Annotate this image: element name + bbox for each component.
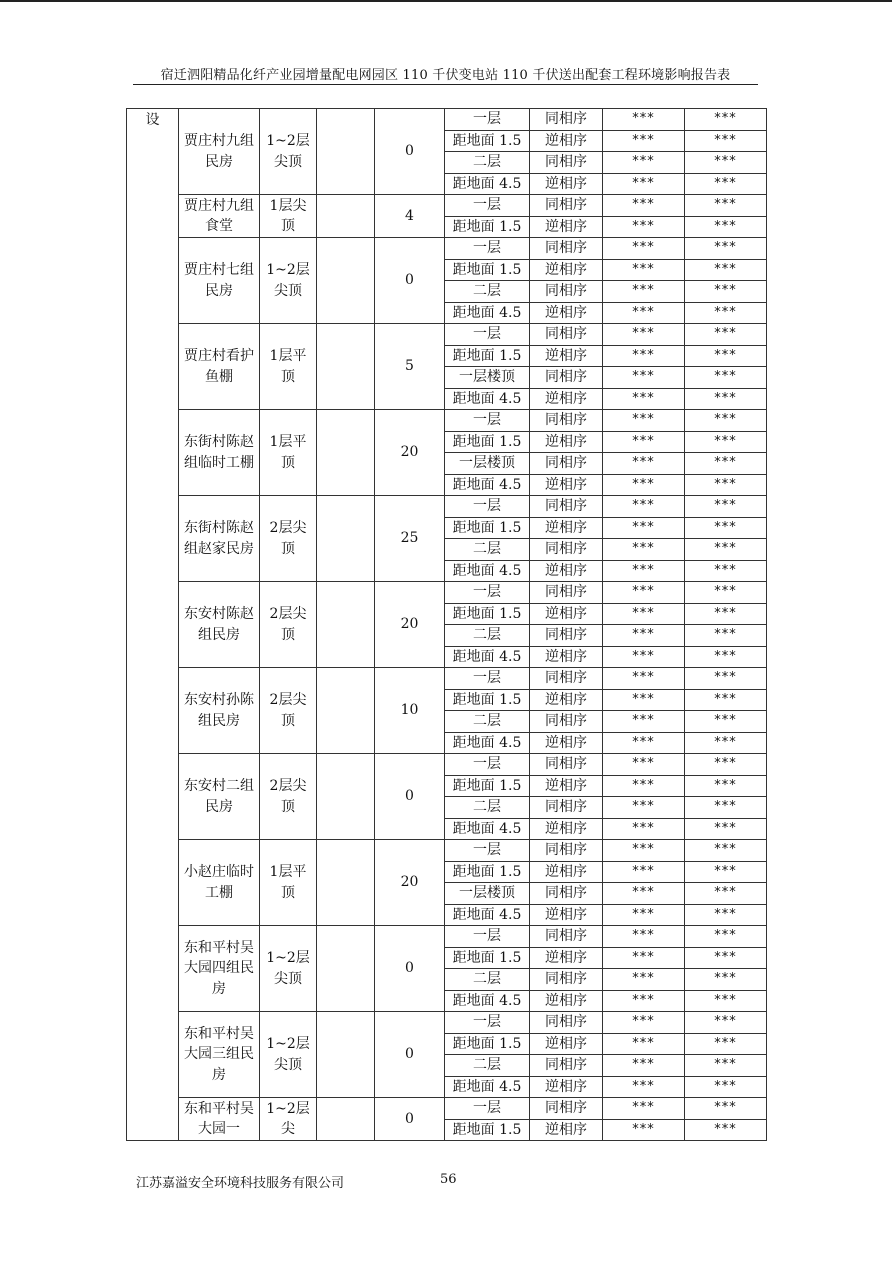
value-cell: *** — [685, 453, 767, 475]
value-cell: *** — [685, 195, 767, 217]
value-cell: *** — [603, 883, 685, 905]
value-cell: *** — [685, 625, 767, 647]
value-cell: *** — [685, 582, 767, 604]
phase-cell: 逆相序 — [530, 603, 603, 625]
value-cell: *** — [603, 668, 685, 690]
building-type-cell: 1~2层尖顶 — [260, 926, 317, 1012]
height-cell: 距地面 4.5 — [445, 388, 530, 410]
value-cell: *** — [685, 775, 767, 797]
building-type-cell: 1~2层尖顶 — [260, 238, 317, 324]
value-cell: *** — [603, 797, 685, 819]
value-cell: *** — [603, 539, 685, 561]
height-cell: 距地面 1.5 — [445, 603, 530, 625]
value-cell: *** — [685, 173, 767, 195]
height-cell: 一层 — [445, 926, 530, 948]
value-cell: *** — [685, 840, 767, 862]
height-cell: 二层 — [445, 281, 530, 303]
height-cell: 距地面 4.5 — [445, 904, 530, 926]
value-cell: *** — [685, 990, 767, 1012]
value-cell: *** — [603, 904, 685, 926]
building-type-cell: 2层尖顶 — [260, 754, 317, 840]
page-header: 宿迁泗阳精品化纤产业园增量配电网园区 110 千伏变电站 110 千伏送出配套工程环境影响报告表 — [160, 68, 731, 83]
distance-cell: 0 — [375, 238, 445, 324]
sensitive-points-table — [126, 108, 767, 1141]
phase-cell: 同相序 — [530, 109, 603, 131]
phase-cell: 逆相序 — [530, 732, 603, 754]
table-row — [127, 1098, 767, 1120]
value-cell: *** — [685, 216, 767, 238]
phase-cell: 同相序 — [530, 1098, 603, 1120]
blank-cell — [317, 668, 375, 754]
height-cell: 距地面 4.5 — [445, 990, 530, 1012]
value-cell: *** — [603, 711, 685, 733]
building-name-cell: 小赵庄临时工棚 — [179, 840, 260, 926]
table-row — [127, 195, 767, 217]
value-cell: *** — [603, 1119, 685, 1141]
value-cell: *** — [685, 410, 767, 432]
building-name-cell: 贾庄村看护鱼棚 — [179, 324, 260, 410]
value-cell: *** — [685, 947, 767, 969]
value-cell: *** — [603, 1055, 685, 1077]
building-type-cell: 1层平顶 — [260, 840, 317, 926]
value-cell: *** — [603, 732, 685, 754]
height-cell: 距地面 1.5 — [445, 216, 530, 238]
value-cell: *** — [603, 818, 685, 840]
value-cell: *** — [603, 259, 685, 281]
height-cell: 距地面 4.5 — [445, 474, 530, 496]
phase-cell: 同相序 — [530, 625, 603, 647]
value-cell: *** — [603, 345, 685, 367]
value-cell: *** — [603, 1098, 685, 1120]
height-cell: 距地面 4.5 — [445, 646, 530, 668]
building-name-cell: 东街村陈赵组赵家民房 — [179, 496, 260, 582]
phase-cell: 同相序 — [530, 840, 603, 862]
blank-cell — [317, 496, 375, 582]
distance-cell: 0 — [375, 926, 445, 1012]
value-cell: *** — [685, 539, 767, 561]
height-cell: 距地面 1.5 — [445, 259, 530, 281]
distance-cell: 0 — [375, 1012, 445, 1098]
height-cell: 一层 — [445, 840, 530, 862]
phase-cell: 同相序 — [530, 883, 603, 905]
value-cell: *** — [685, 1098, 767, 1120]
value-cell: *** — [603, 517, 685, 539]
value-cell: *** — [603, 1076, 685, 1098]
distance-cell: 25 — [375, 496, 445, 582]
phase-cell: 同相序 — [530, 711, 603, 733]
phase-cell: 逆相序 — [530, 818, 603, 840]
building-name-cell: 东安村二组民房 — [179, 754, 260, 840]
header-rule — [133, 84, 758, 85]
table-body — [127, 109, 767, 1141]
value-cell: *** — [685, 388, 767, 410]
height-cell: 距地面 1.5 — [445, 130, 530, 152]
table-row — [127, 109, 767, 131]
height-cell: 距地面 1.5 — [445, 947, 530, 969]
value-cell: *** — [603, 496, 685, 518]
value-cell: *** — [685, 324, 767, 346]
building-name-cell: 东街村陈赵组临时工棚 — [179, 410, 260, 496]
building-name-cell: 东和平村吴大园三组民房 — [179, 1012, 260, 1098]
table-row — [127, 238, 767, 260]
blank-cell — [317, 582, 375, 668]
phase-cell: 同相序 — [530, 281, 603, 303]
value-cell: *** — [603, 625, 685, 647]
value-cell: *** — [603, 775, 685, 797]
distance-cell: 20 — [375, 410, 445, 496]
value-cell: *** — [685, 754, 767, 776]
value-cell: *** — [685, 1033, 767, 1055]
height-cell: 距地面 1.5 — [445, 689, 530, 711]
height-cell: 一层 — [445, 324, 530, 346]
phase-cell: 逆相序 — [530, 431, 603, 453]
distance-cell: 0 — [375, 754, 445, 840]
value-cell: *** — [685, 345, 767, 367]
height-cell: 一层 — [445, 496, 530, 518]
table-row — [127, 668, 767, 690]
value-cell: *** — [603, 603, 685, 625]
height-cell: 一层 — [445, 238, 530, 260]
value-cell: *** — [603, 453, 685, 475]
value-cell: *** — [685, 560, 767, 582]
phase-cell: 同相序 — [530, 754, 603, 776]
height-cell: 距地面 4.5 — [445, 560, 530, 582]
height-cell: 二层 — [445, 1055, 530, 1077]
blank-cell — [317, 926, 375, 1012]
phase-cell: 逆相序 — [530, 1076, 603, 1098]
value-cell: *** — [603, 109, 685, 131]
blank-cell — [317, 754, 375, 840]
height-cell: 一层 — [445, 410, 530, 432]
phase-cell: 逆相序 — [530, 689, 603, 711]
height-cell: 距地面 1.5 — [445, 775, 530, 797]
value-cell: *** — [685, 367, 767, 389]
phase-cell: 同相序 — [530, 324, 603, 346]
value-cell: *** — [603, 152, 685, 174]
value-cell: *** — [603, 474, 685, 496]
building-name-cell: 东安村陈赵组民房 — [179, 582, 260, 668]
value-cell: *** — [603, 410, 685, 432]
height-cell: 一层 — [445, 1098, 530, 1120]
value-cell: *** — [685, 668, 767, 690]
height-cell: 一层 — [445, 1012, 530, 1034]
building-type-cell: 2层尖顶 — [260, 582, 317, 668]
phase-cell: 同相序 — [530, 152, 603, 174]
phase-cell: 逆相序 — [530, 904, 603, 926]
building-name-cell: 贾庄村九组民房 — [179, 109, 260, 195]
value-cell: *** — [603, 281, 685, 303]
phase-cell: 逆相序 — [530, 388, 603, 410]
value-cell: *** — [685, 904, 767, 926]
value-cell: *** — [685, 130, 767, 152]
building-name-cell: 贾庄村七组民房 — [179, 238, 260, 324]
phase-cell: 同相序 — [530, 797, 603, 819]
distance-cell: 0 — [375, 109, 445, 195]
value-cell: *** — [603, 689, 685, 711]
value-cell: *** — [603, 840, 685, 862]
phase-cell: 同相序 — [530, 453, 603, 475]
value-cell: *** — [603, 1033, 685, 1055]
height-cell: 一层 — [445, 668, 530, 690]
phase-cell: 逆相序 — [530, 990, 603, 1012]
value-cell: *** — [685, 603, 767, 625]
value-cell: *** — [685, 152, 767, 174]
height-cell: 二层 — [445, 625, 530, 647]
building-type-cell: 1~2层尖顶 — [260, 109, 317, 195]
height-cell: 距地面 1.5 — [445, 345, 530, 367]
value-cell: *** — [685, 926, 767, 948]
phase-cell: 逆相序 — [530, 173, 603, 195]
value-cell: *** — [685, 646, 767, 668]
value-cell: *** — [685, 969, 767, 991]
value-cell: *** — [603, 130, 685, 152]
value-cell: *** — [603, 302, 685, 324]
phase-cell: 逆相序 — [530, 259, 603, 281]
phase-cell: 同相序 — [530, 969, 603, 991]
height-cell: 一层 — [445, 195, 530, 217]
top-border-line — [0, 0, 892, 2]
phase-cell: 同相序 — [530, 410, 603, 432]
height-cell: 一层楼顶 — [445, 453, 530, 475]
value-cell: *** — [603, 754, 685, 776]
blank-cell — [317, 109, 375, 195]
value-cell: *** — [685, 517, 767, 539]
value-cell: *** — [685, 861, 767, 883]
height-cell: 二层 — [445, 711, 530, 733]
phase-cell: 同相序 — [530, 582, 603, 604]
phase-cell: 逆相序 — [530, 947, 603, 969]
building-name-cell: 东安村孙陈组民房 — [179, 668, 260, 754]
height-cell: 一层楼顶 — [445, 883, 530, 905]
phase-cell: 逆相序 — [530, 345, 603, 367]
height-cell: 距地面 4.5 — [445, 302, 530, 324]
table-row — [127, 496, 767, 518]
building-type-cell: 1层平顶 — [260, 410, 317, 496]
phase-cell: 同相序 — [530, 1055, 603, 1077]
phase-cell: 逆相序 — [530, 474, 603, 496]
height-cell: 一层 — [445, 109, 530, 131]
value-cell: *** — [603, 324, 685, 346]
height-cell: 距地面 1.5 — [445, 517, 530, 539]
blank-cell — [317, 1012, 375, 1098]
height-cell: 二层 — [445, 539, 530, 561]
value-cell: *** — [685, 302, 767, 324]
table-row — [127, 1012, 767, 1034]
building-type-cell: 2层尖顶 — [260, 496, 317, 582]
value-cell: *** — [685, 883, 767, 905]
value-cell: *** — [603, 861, 685, 883]
height-cell: 距地面 1.5 — [445, 1119, 530, 1141]
value-cell: *** — [685, 431, 767, 453]
value-cell: *** — [603, 560, 685, 582]
phase-cell: 同相序 — [530, 367, 603, 389]
phase-cell: 逆相序 — [530, 302, 603, 324]
page-number: 56 — [440, 1172, 457, 1187]
distance-cell: 10 — [375, 668, 445, 754]
value-cell: *** — [603, 195, 685, 217]
table-row — [127, 324, 767, 346]
building-name-cell: 东和平村吴大园一 — [179, 1098, 260, 1141]
value-cell: *** — [685, 1055, 767, 1077]
value-cell: *** — [685, 281, 767, 303]
value-cell: *** — [603, 926, 685, 948]
height-cell: 距地面 4.5 — [445, 173, 530, 195]
phase-cell: 同相序 — [530, 668, 603, 690]
value-cell: *** — [685, 259, 767, 281]
phase-cell: 逆相序 — [530, 775, 603, 797]
phase-cell: 逆相序 — [530, 517, 603, 539]
value-cell: *** — [603, 990, 685, 1012]
phase-cell: 同相序 — [530, 1012, 603, 1034]
blank-cell — [317, 324, 375, 410]
height-cell: 距地面 4.5 — [445, 732, 530, 754]
value-cell: *** — [603, 367, 685, 389]
value-cell: *** — [685, 238, 767, 260]
phase-cell: 逆相序 — [530, 130, 603, 152]
value-cell: *** — [603, 969, 685, 991]
phase-cell: 逆相序 — [530, 646, 603, 668]
height-cell: 一层 — [445, 582, 530, 604]
value-cell: *** — [685, 474, 767, 496]
table-row — [127, 840, 767, 862]
value-cell: *** — [685, 732, 767, 754]
blank-cell — [317, 840, 375, 926]
category-cell: 设 — [127, 109, 179, 1141]
height-cell: 二层 — [445, 152, 530, 174]
height-cell: 二层 — [445, 969, 530, 991]
table-row — [127, 410, 767, 432]
height-cell: 距地面 4.5 — [445, 1076, 530, 1098]
value-cell: *** — [603, 582, 685, 604]
height-cell: 一层楼顶 — [445, 367, 530, 389]
phase-cell: 逆相序 — [530, 861, 603, 883]
value-cell: *** — [685, 711, 767, 733]
phase-cell: 逆相序 — [530, 216, 603, 238]
building-type-cell: 1~2层尖 — [260, 1098, 317, 1141]
value-cell: *** — [685, 689, 767, 711]
phase-cell: 同相序 — [530, 496, 603, 518]
table-row — [127, 582, 767, 604]
blank-cell — [317, 1098, 375, 1141]
phase-cell: 同相序 — [530, 195, 603, 217]
table-row — [127, 926, 767, 948]
height-cell: 二层 — [445, 797, 530, 819]
value-cell: *** — [603, 388, 685, 410]
building-name-cell: 东和平村吴大园四组民房 — [179, 926, 260, 1012]
value-cell: *** — [603, 947, 685, 969]
phase-cell: 同相序 — [530, 238, 603, 260]
phase-cell: 逆相序 — [530, 1119, 603, 1141]
phase-cell: 逆相序 — [530, 560, 603, 582]
value-cell: *** — [603, 1012, 685, 1034]
footer-company: 江苏嘉溢安全环境科技服务有限公司 — [136, 1176, 345, 1191]
blank-cell — [317, 195, 375, 238]
distance-cell: 4 — [375, 195, 445, 238]
distance-cell: 0 — [375, 1098, 445, 1141]
distance-cell: 20 — [375, 840, 445, 926]
height-cell: 一层 — [445, 754, 530, 776]
building-type-cell: 2层尖顶 — [260, 668, 317, 754]
value-cell: *** — [685, 797, 767, 819]
height-cell: 距地面 4.5 — [445, 818, 530, 840]
value-cell: *** — [685, 109, 767, 131]
building-name-cell: 贾庄村九组食堂 — [179, 195, 260, 238]
value-cell: *** — [685, 1119, 767, 1141]
building-type-cell: 1~2层尖顶 — [260, 1012, 317, 1098]
phase-cell: 同相序 — [530, 539, 603, 561]
value-cell: *** — [603, 216, 685, 238]
value-cell: *** — [685, 496, 767, 518]
value-cell: *** — [603, 646, 685, 668]
height-cell: 距地面 1.5 — [445, 861, 530, 883]
value-cell: *** — [685, 1076, 767, 1098]
distance-cell: 5 — [375, 324, 445, 410]
value-cell: *** — [603, 173, 685, 195]
value-cell: *** — [685, 1012, 767, 1034]
building-type-cell: 1层尖顶 — [260, 195, 317, 238]
blank-cell — [317, 410, 375, 496]
height-cell: 距地面 1.5 — [445, 431, 530, 453]
blank-cell — [317, 238, 375, 324]
phase-cell: 同相序 — [530, 926, 603, 948]
value-cell: *** — [685, 818, 767, 840]
value-cell: *** — [603, 431, 685, 453]
table-row — [127, 754, 767, 776]
building-type-cell: 1层平顶 — [260, 324, 317, 410]
height-cell: 距地面 1.5 — [445, 1033, 530, 1055]
phase-cell: 逆相序 — [530, 1033, 603, 1055]
value-cell: *** — [603, 238, 685, 260]
distance-cell: 20 — [375, 582, 445, 668]
